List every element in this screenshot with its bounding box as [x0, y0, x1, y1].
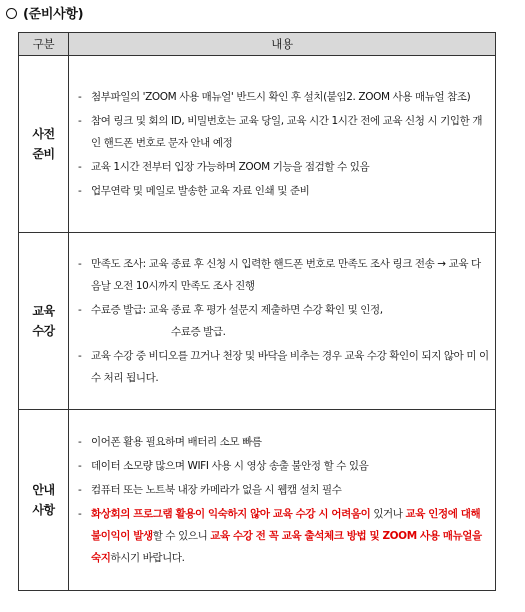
- list-item: - 업무연락 및 메일로 발송한 교육 자료 인쇄 및 준비: [77, 180, 489, 202]
- list-item: - 이어폰 활용 필요하며 배터리 소모 빠름: [77, 431, 489, 453]
- warning-text: 할 수 있으니: [152, 530, 211, 542]
- category-label-line: 교육: [32, 304, 55, 318]
- header-content: 내용: [69, 33, 496, 56]
- category-label-line: 준비: [32, 147, 55, 161]
- warning-text: 하시기 바랍니다.: [110, 552, 185, 564]
- list-item: - 교육 1시간 전부터 입장 가능하며 ZOOM 기능을 점검할 수 있음: [77, 156, 489, 178]
- list-item-warning: [77, 503, 489, 569]
- category-label-line: 사항: [32, 503, 55, 517]
- content-cell-attendance: [69, 233, 496, 410]
- category-cell-attendance: [19, 233, 69, 410]
- certificate-text: 수료증 발급: 교육 종료 후 평가 설문지 제출하면 수강 확인 및 인정,: [91, 304, 383, 316]
- section-title-text: (준비사항): [23, 7, 84, 22]
- table-row: [19, 233, 496, 410]
- warning-text-red: 교육 수강 전 꼭 교육 출석체크 방법 및 ZOOM 사용 매뉴얼을 숙지: [91, 530, 482, 564]
- table-header-row: [19, 33, 496, 56]
- list-item: - 참여 링크 및 회의 ID, 비밀번호는 교육 당일, 교육 시간 1시간 전에 교육 신청 시 기입한 개인 핸드폰 번호로 문자 안내 예정: [77, 110, 489, 154]
- header-category: 구분: [19, 33, 69, 56]
- list-item: - 만족도 조사: 교육 종료 후 신청 시 입력한 핸드폰 번호로 만족도 조사 링크 전송 → 교육 다음날 오전 10시까지 만족도 조사 진행: [77, 253, 489, 297]
- list-item: - 데이터 소모량 많으며 WIFI 사용 시 영상 송출 불안정 할 수 있음: [77, 455, 489, 477]
- category-label-line: 안내: [32, 483, 55, 497]
- circle-bullet-icon: [6, 8, 17, 19]
- content-cell-preparation: [69, 56, 496, 233]
- item-list: [69, 253, 495, 389]
- category-cell-preparation: [19, 56, 69, 233]
- list-item: [77, 299, 489, 343]
- section-title: [6, 6, 83, 24]
- warning-text-red: 교육 인정에 대해 불이익이 발생: [91, 508, 481, 542]
- item-list: [69, 86, 495, 202]
- item-list: [69, 431, 495, 569]
- category-label-line: 사전: [32, 127, 55, 141]
- certificate-continuation: 수료증 발급.: [171, 326, 226, 338]
- warning-text: 있거나: [370, 508, 406, 520]
- warning-text-red: 화상회의 프로그램 활용이 익숙하지 않아 교육 수강 시 어려움이: [91, 508, 371, 520]
- category-cell-notice: [19, 410, 69, 591]
- preparation-table: [18, 32, 496, 591]
- list-item: - 컴퓨터 또는 노트북 내장 카메라가 없을 시 웹캠 설치 필수: [77, 479, 489, 501]
- content-cell-notice: [69, 410, 496, 591]
- list-item: - 첨부파일의 'ZOOM 사용 매뉴얼' 반드시 확인 후 설치(붙임2. ZOOM 사용 매뉴얼 참조): [77, 86, 489, 108]
- category-label-line: 수강: [32, 324, 55, 338]
- table-row: [19, 410, 496, 591]
- table-row: [19, 56, 496, 233]
- list-item: - 교육 수강 중 비디오를 끄거나 천장 및 바닥을 비추는 경우 교육 수강 확인이 되지 않아 미 이수 처리 됩니다.: [77, 345, 489, 389]
